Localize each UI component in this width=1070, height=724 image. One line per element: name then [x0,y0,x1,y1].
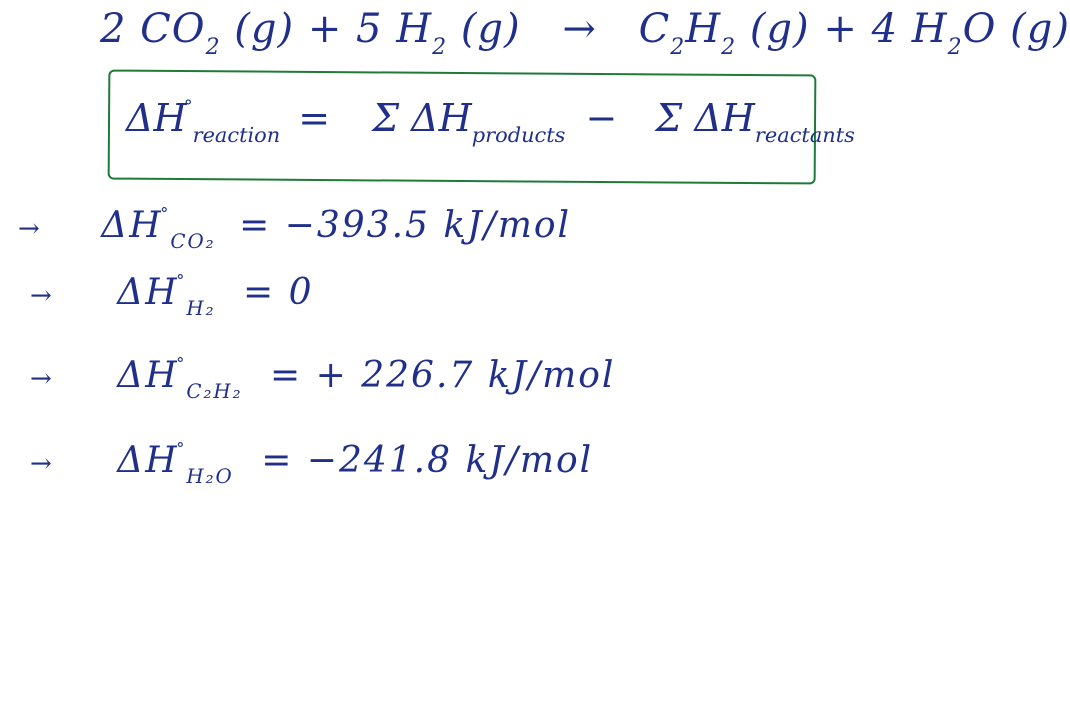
eq-product-state: (g) [749,6,810,52]
row-arrow-icon: → [18,214,42,244]
formula-degree: ° [184,97,193,118]
value-row-c2h2 [30,354,616,403]
row-value: = 0 [242,272,314,313]
formula-delta-h: ΔH [126,96,187,140]
eq-h2-text: (g) + 5 H [234,6,433,52]
eq-co2-subscript: 2 [205,35,221,61]
eq-product-h: H [685,6,722,52]
eq-h2-subscript: 2 [432,35,448,61]
eq-h2-state: (g) [460,6,521,52]
row-arrow-icon: → [30,281,54,311]
formula-equals: = [298,96,331,140]
eq-product-sub1: 2 [670,35,686,61]
formula-sub-reactants: reactants [754,123,855,148]
row-delta-h: ΔH [117,272,179,313]
row-degree: ° [160,204,171,224]
formula-sum-products: Σ ΔH [372,96,472,140]
value-row-co2 [18,204,572,253]
eq-product-c: C [638,6,671,52]
formula-minus: − [585,96,618,140]
row-subscript: H₂O [186,464,234,488]
row-subscript: C₂H₂ [186,379,243,403]
eq-water-sub: 2 [947,35,963,61]
eq-product-sub2: 2 [721,35,737,61]
row-delta-h: ΔH [117,440,179,481]
row-arrow-icon: → [30,364,54,394]
row-degree: ° [176,354,187,374]
eq-arrow-icon: → [562,6,597,52]
row-delta-h: ΔH [117,355,179,396]
formula-sub-reaction: reaction [192,123,281,148]
formula-sub-products: products [471,123,566,148]
row-value: = −393.5 kJ/mol [239,205,572,246]
eq-water-coef: + 4 H [823,6,948,52]
formula-sum-reactants: Σ ΔH [655,96,755,140]
row-degree: ° [176,439,187,459]
row-degree: ° [176,271,187,291]
value-row-h2o [30,439,594,488]
row-value: = + 226.7 kJ/mol [270,355,616,396]
eq-reactant-co2: 2 CO [100,6,206,52]
row-arrow-icon: → [30,449,54,479]
row-subscript: H₂ [186,296,216,320]
row-value: = −241.8 kJ/mol [261,440,594,481]
row-subscript: CO₂ [170,229,216,253]
value-row-h2 [30,271,314,320]
row-delta-h: ΔH [101,205,163,246]
eq-water-rest: O (g) [962,6,1070,52]
chemical-equation [100,6,1070,61]
hess-formula [126,96,855,148]
